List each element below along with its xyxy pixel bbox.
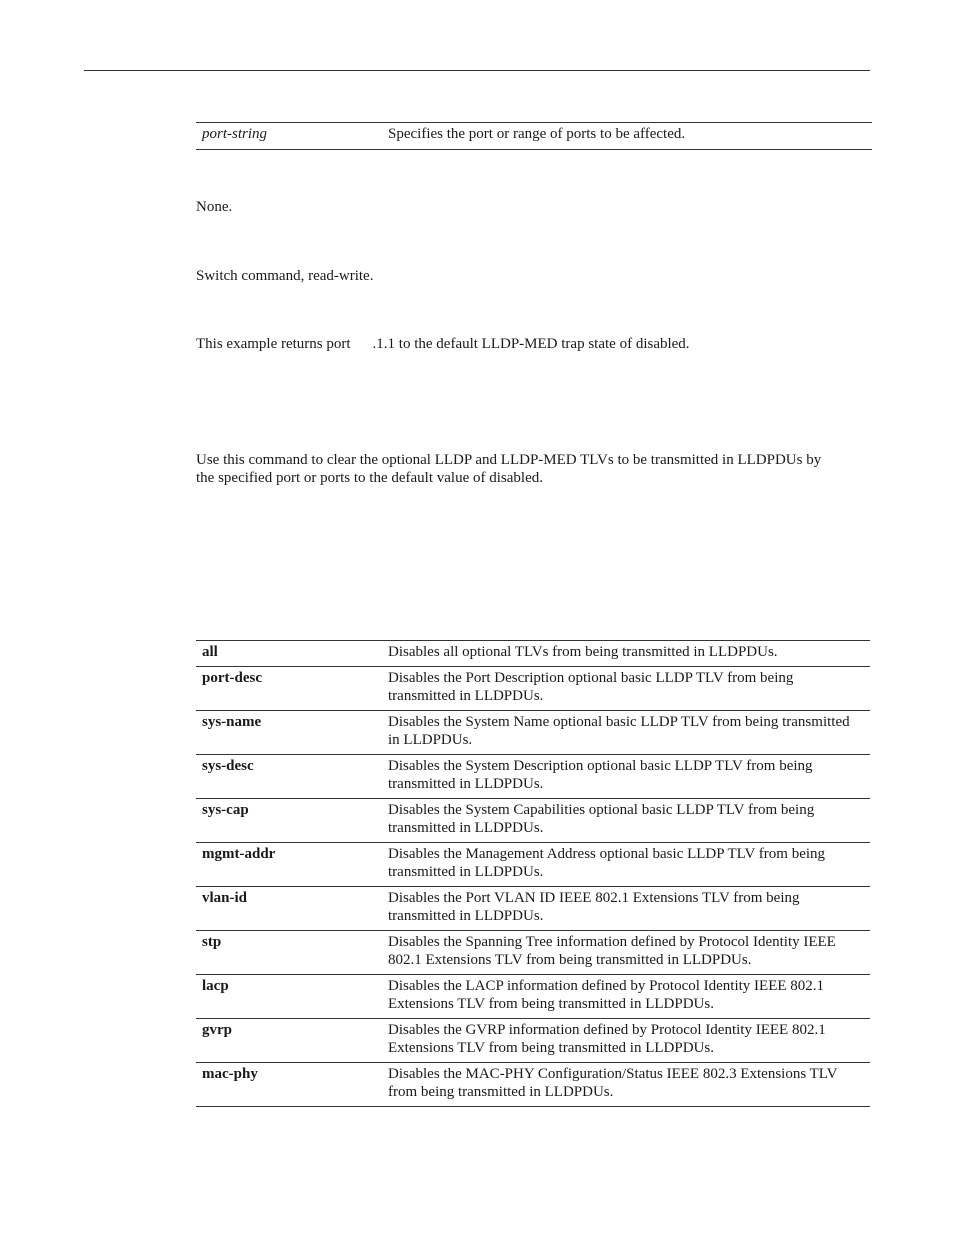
options-table — [196, 640, 870, 1107]
defaults-text: None. — [196, 199, 233, 215]
option-name: sys-desc — [196, 755, 382, 799]
option-name: all — [202, 644, 218, 660]
example-text — [196, 335, 836, 353]
option-name: gvrp — [196, 1019, 382, 1063]
option-description: Disables the Spanning Tree information defined by Protocol Identity IEEE 802.1 Extensions TLV from being transmitted in LLDPDUs. — [382, 931, 870, 975]
option-description: Disables the GVRP information defined by Protocol Identity IEEE 802.1 Extensions TLV from being transmitted in LLDPDUs. — [382, 1019, 870, 1063]
option-description: Disables the System Description optional basic LLDP TLV from being transmitted in LLDPDUs. — [382, 755, 870, 799]
option-description: Disables all optional TLVs from being transmitted in LLDPDUs. — [388, 644, 778, 660]
table-row — [196, 711, 870, 755]
option-name: mac-phy — [196, 1063, 382, 1107]
example-text-before: This example returns port — [196, 336, 351, 352]
option-name: stp — [196, 931, 382, 975]
table-row — [196, 975, 870, 1019]
table-row — [196, 123, 872, 150]
option-description: Disables the System Name optional basic LLDP TLV from being transmitted in LLDPDUs. — [382, 711, 870, 755]
option-description: Disables the Port VLAN ID IEEE 802.1 Extensions TLV from being transmitted in LLDPDUs. — [382, 887, 870, 931]
table-row — [196, 931, 870, 975]
table-row — [196, 1019, 870, 1063]
table-row — [196, 843, 870, 887]
table-row — [196, 641, 870, 667]
example-text-after: .1.1 to the default LLDP-MED trap state of disabled. — [372, 336, 690, 352]
option-description: Disables the System Capabilities optional basic LLDP TLV from being transmitted in LLDPDUs. — [382, 799, 870, 843]
option-name: sys-name — [196, 711, 382, 755]
option-name: port-desc — [196, 667, 382, 711]
header-rule — [84, 70, 870, 71]
option-name: lacp — [196, 975, 382, 1019]
parameter-name: port-string — [202, 126, 268, 142]
option-name: mgmt-addr — [196, 843, 382, 887]
table-row — [196, 755, 870, 799]
parameter-table — [196, 122, 872, 150]
option-description: Disables the MAC-PHY Configuration/Status IEEE 802.3 Extensions TLV from being transmitted in LLDPDUs. — [382, 1063, 870, 1107]
table-row — [196, 1063, 870, 1107]
table-row — [196, 799, 870, 843]
table-row — [196, 887, 870, 931]
parameter-description: Specifies the port or range of ports to be affected. — [388, 126, 686, 142]
table-row — [196, 667, 870, 711]
option-name: vlan-id — [196, 887, 382, 931]
option-description: Disables the Management Address optional basic LLDP TLV from being transmitted in LLDPDUs. — [382, 843, 870, 887]
mode-text: Switch command, read-write. — [196, 268, 374, 284]
option-description: Disables the LACP information defined by Protocol Identity IEEE 802.1 Extensions TLV from being transmitted in LLDPDUs. — [382, 975, 870, 1019]
option-description: Disables the Port Description optional basic LLDP TLV from being transmitted in LLDPDUs. — [382, 667, 870, 711]
option-name: sys-cap — [196, 799, 382, 843]
command-description: Use this command to clear the optional LLDP and LLDP-MED TLVs to be transmitted in LLDPDUs by the specified port or ports to the default value of disabled. — [196, 452, 822, 486]
